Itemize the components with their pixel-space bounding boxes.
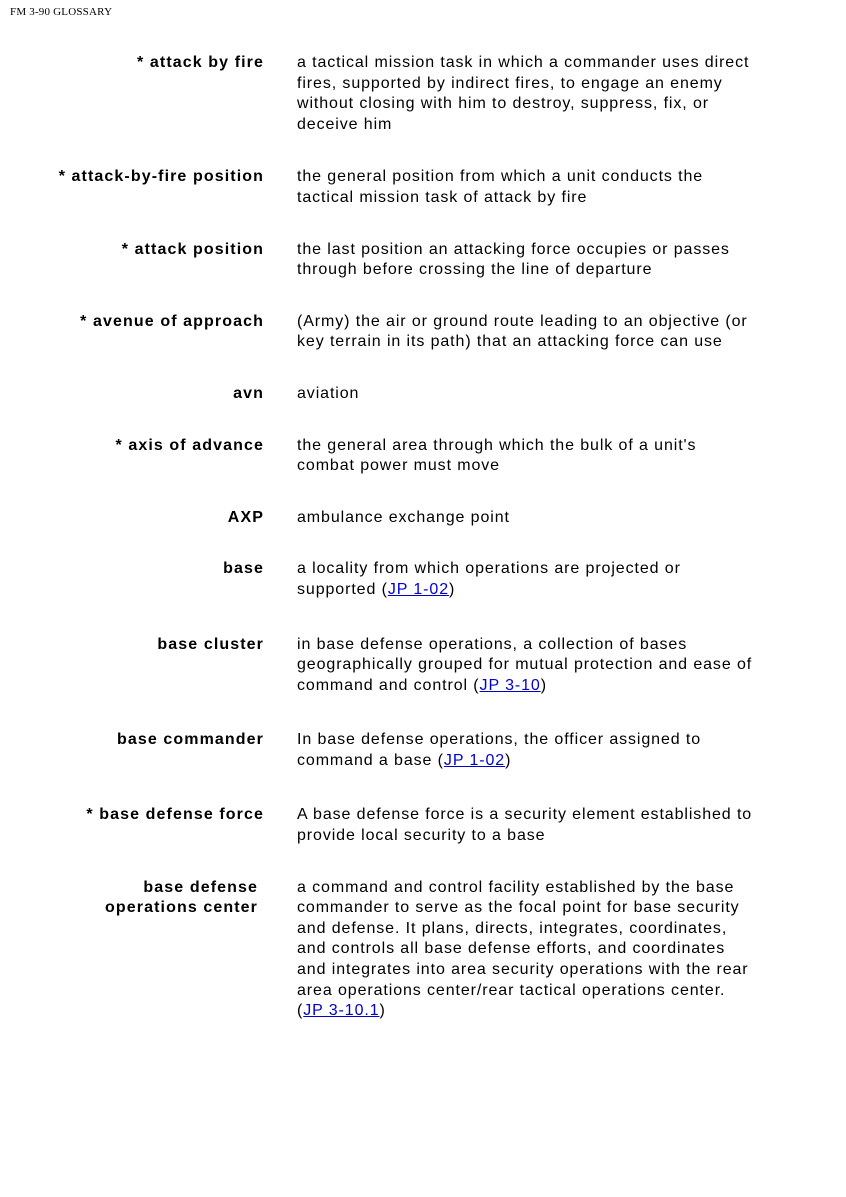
glossary-list (0, 53, 846, 1022)
glossary-term: * attack-by-fire position (58, 168, 264, 186)
glossary-term: base commander (116, 731, 264, 749)
glossary-entry-base-commander (0, 730, 846, 771)
glossary-term: * attack by fire (137, 54, 264, 71)
glossary-definition: A base defense force is a security element established to provide local security to a base (297, 806, 753, 845)
glossary-entry-attack-by-fire-position (0, 167, 846, 208)
definition-text-end: ) (505, 751, 512, 769)
glossary-definition: ambulance exchange point (297, 508, 510, 526)
glossary-entry-avn (0, 384, 846, 405)
glossary-term: avn (233, 384, 264, 402)
glossary-entry-base (0, 559, 846, 600)
glossary-entry-base-defense-operations-center (0, 878, 846, 1022)
glossary-term: base (223, 560, 264, 578)
glossary-definition (297, 635, 757, 697)
jp-1-02-link[interactable]: JP 1-02 (387, 580, 449, 598)
glossary-definition (297, 730, 757, 771)
glossary-definition: the last position an attacking force occupies or passes through before crossing the line of departure (297, 240, 730, 279)
definition-text: in base defense operations, a collection of bases geographically grouped for mutual protection and ease of command and control ( (297, 635, 753, 694)
definition-text-end: ) (540, 676, 547, 694)
glossary-term: AXP (227, 508, 264, 526)
glossary-term: * attack position (121, 240, 264, 258)
glossary-term: base cluster (157, 635, 264, 653)
glossary-entry-axis-of-advance (0, 436, 846, 477)
glossary-definition: the general position from which a unit conducts the tactical mission task of attack by fire (297, 168, 704, 206)
page-header: FM 3-90 GLOSSARY (10, 6, 113, 18)
glossary-definition: a tactical mission task in which a commander uses direct fires, supported by indirect fires, to engage an enemy without closing with him to destroy, suppress, fix, or deceive him (297, 54, 750, 133)
definition-text-end: ) (449, 580, 456, 598)
glossary-term: * base defense force (86, 806, 264, 824)
glossary-entry-axp (0, 508, 846, 529)
glossary-definition (297, 559, 757, 600)
jp-1-02-link[interactable]: JP 1-02 (443, 751, 506, 769)
glossary-term: * axis of advance (115, 436, 264, 454)
glossary-definition: the general area through which the bulk of a unit's combat power must move (297, 436, 697, 475)
glossary-definition: aviation (297, 384, 360, 402)
glossary-definition: (Army) the air or ground route leading to an objective (or key terrain in its path) that an attacking force can use (297, 312, 748, 351)
definition-text: a locality from which operations are projected or supported ( (297, 560, 681, 598)
jp-3-10-1-link[interactable]: JP 3-10.1 (303, 1002, 380, 1020)
glossary-entry-attack-by-fire (0, 53, 846, 135)
glossary-entry-base-cluster (0, 635, 846, 697)
definition-text-end: ) (379, 1002, 386, 1020)
glossary-term: * avenue of approach (80, 312, 264, 330)
glossary-entry-avenue-of-approach (0, 312, 846, 353)
glossary-entry-attack-position (0, 240, 846, 281)
definition-text: a command and control facility established by the base commander to serve as the focal point for base security and defense. It plans, directs, integrates, coordinates, and controls all base defense efforts, and coordinates and integrates into area security operations with the rear area operations center/rear tactical operations center. ( (297, 878, 749, 1020)
glossary-entry-base-defense-force (0, 805, 846, 846)
definition-text: In base defense operations, the officer assigned to command a base ( (297, 731, 702, 769)
glossary-definition (297, 878, 757, 1022)
glossary-term: base defense operations center (105, 878, 258, 917)
jp-3-10-link[interactable]: JP 3-10 (479, 676, 541, 694)
